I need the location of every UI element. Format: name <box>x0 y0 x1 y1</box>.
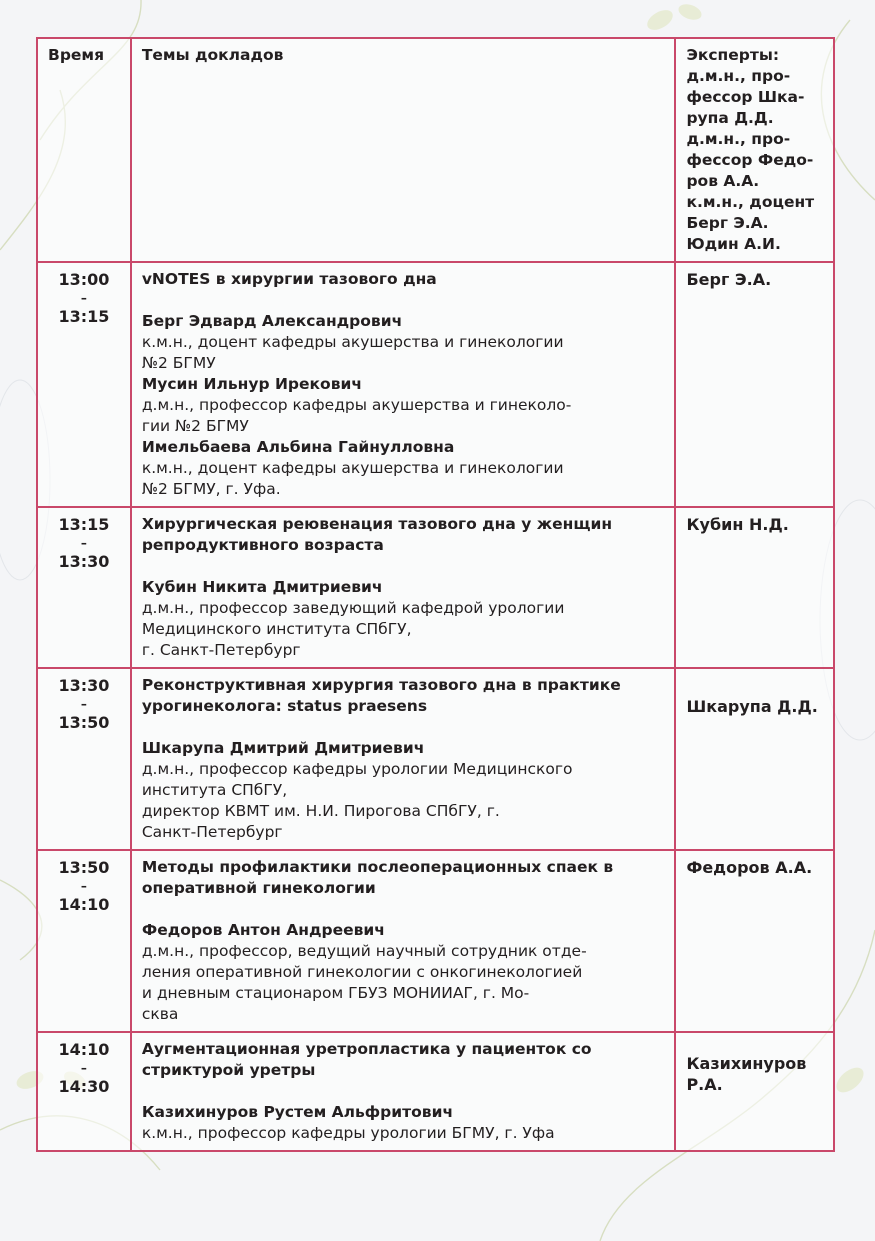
topic-title: vNOTES в хирургии тазового дна <box>141 270 437 288</box>
expert-name: Р.А. <box>686 1075 723 1094</box>
time-cell <box>37 507 131 668</box>
speaker-name: Мусин Ильнур Ирекович <box>141 375 362 393</box>
topic-title: Методы профилактики послеоперационных спаек в <box>141 858 614 876</box>
header-experts-line: ров А.А. <box>686 172 760 190</box>
table-row <box>37 262 834 507</box>
topic-title: урогинеколога: status praesens <box>141 697 428 715</box>
header-experts-line: к.м.н., доцент <box>686 193 815 211</box>
expert-name: Кубин Н.Д. <box>686 515 789 534</box>
expert-cell <box>675 668 834 850</box>
speaker-info: института СПбГУ, <box>141 781 288 799</box>
start-time: 13:15 <box>58 515 110 534</box>
time-cell <box>37 668 131 850</box>
speaker-name: Шкарупа Дмитрий Дмитриевич <box>141 739 425 757</box>
speaker-info: ления оперативной гинекологии с онкогинекологией <box>141 963 583 981</box>
speaker-info: д.м.н., профессор кафедры акушерства и гинеколо- <box>141 396 572 414</box>
expert-name: Казихинуров <box>686 1054 807 1073</box>
topic-title: оперативной гинекологии <box>141 879 376 897</box>
start-time: 13:00 <box>58 270 110 289</box>
program-table <box>36 37 835 1152</box>
speaker-name: Кубин Никита Дмитриевич <box>141 578 383 596</box>
header-experts-line: рупа Д.Д. <box>686 109 774 127</box>
topic-title: Аугментационная уретропластика у пациенток со <box>141 1040 592 1058</box>
speaker-info: гии №2 БГМУ <box>141 417 249 435</box>
expert-cell <box>675 1032 834 1151</box>
header-experts-line: д.м.н., про- <box>686 67 791 85</box>
time-dash: – <box>80 291 87 305</box>
header-experts-line: Эксперты: <box>686 46 780 64</box>
header-row <box>37 38 834 262</box>
topic-cell <box>131 507 676 668</box>
header-experts-line: Юдин А.И. <box>686 235 781 253</box>
header-experts-line: фессор Шка- <box>686 88 805 106</box>
header-topic: Темы докладов <box>131 38 676 262</box>
speaker-info: №2 БГМУ, г. Уфа. <box>141 480 281 498</box>
speaker-name: Имельбаева Альбина Гайнулловна <box>141 438 455 456</box>
end-time: 13:50 <box>58 713 110 732</box>
header-experts-line: д.м.н., про- <box>686 130 791 148</box>
header-experts <box>675 38 834 262</box>
speaker-name: Федоров Антон Андреевич <box>141 921 385 939</box>
start-time: 13:30 <box>58 676 110 695</box>
speaker-info: к.м.н., доцент кафедры акушерства и гинекологии <box>141 459 564 477</box>
table-row <box>37 668 834 850</box>
time-cell <box>37 262 131 507</box>
topic-cell <box>131 262 676 507</box>
speaker-info: г. Санкт-Петербург <box>141 641 301 659</box>
expert-cell <box>675 262 834 507</box>
speaker-info: д.м.н., профессор заведующий кафедрой урологии <box>141 599 565 617</box>
table-row <box>37 507 834 668</box>
time-dash: – <box>80 1061 87 1075</box>
speaker-info: директор КВМТ им. Н.И. Пирогова СПбГУ, г. <box>141 802 500 820</box>
topic-cell <box>131 850 676 1032</box>
speaker-info: и дневным стационаром ГБУЗ МОНИИАГ, г. Мо- <box>141 984 530 1002</box>
expert-cell <box>675 507 834 668</box>
time-cell <box>37 1032 131 1151</box>
expert-name: Шкарупа Д.Д. <box>686 697 818 716</box>
end-time: 13:15 <box>58 307 110 326</box>
end-time: 14:10 <box>58 895 110 914</box>
expert-name: Берг Э.А. <box>686 270 772 289</box>
speaker-name: Берг Эдвард Александрович <box>141 312 403 330</box>
time-dash: – <box>80 879 87 893</box>
topic-title: репродуктивного возраста <box>141 536 384 554</box>
time-dash: – <box>80 697 87 711</box>
header-experts-line: фессор Федо- <box>686 151 814 169</box>
topic-title: стриктурой уретры <box>141 1061 316 1079</box>
speaker-info: Медицинского института СПбГУ, <box>141 620 412 638</box>
speaker-info: д.м.н., профессор кафедры урологии Медицинского <box>141 760 573 778</box>
time-cell <box>37 850 131 1032</box>
table-row <box>37 850 834 1032</box>
speaker-info: д.м.н., профессор, ведущий научный сотрудник отде- <box>141 942 587 960</box>
time-dash: – <box>80 536 87 550</box>
table-row <box>37 1032 834 1151</box>
speaker-info: сква <box>141 1005 179 1023</box>
speaker-info: к.м.н., доцент кафедры акушерства и гинекологии <box>141 333 564 351</box>
end-time: 14:30 <box>58 1077 110 1096</box>
start-time: 14:10 <box>58 1040 110 1059</box>
speaker-info: №2 БГМУ <box>141 354 216 372</box>
topic-title: Реконструктивная хирургия тазового дна в практике <box>141 676 621 694</box>
topic-cell <box>131 1032 676 1151</box>
speaker-info: Санкт-Петербург <box>141 823 283 841</box>
speaker-name: Казихинуров Рустем Альфритович <box>141 1103 454 1121</box>
expert-cell <box>675 850 834 1032</box>
start-time: 13:50 <box>58 858 110 877</box>
expert-name: Федоров А.А. <box>686 858 813 877</box>
header-time: Время <box>37 38 131 262</box>
speaker-info: к.м.н., профессор кафедры урологии БГМУ, г. Уфа <box>141 1124 555 1142</box>
header-experts-line: Берг Э.А. <box>686 214 769 232</box>
end-time: 13:30 <box>58 552 110 571</box>
topic-cell <box>131 668 676 850</box>
topic-title: Хирургическая реювенация тазового дна у женщин <box>141 515 613 533</box>
